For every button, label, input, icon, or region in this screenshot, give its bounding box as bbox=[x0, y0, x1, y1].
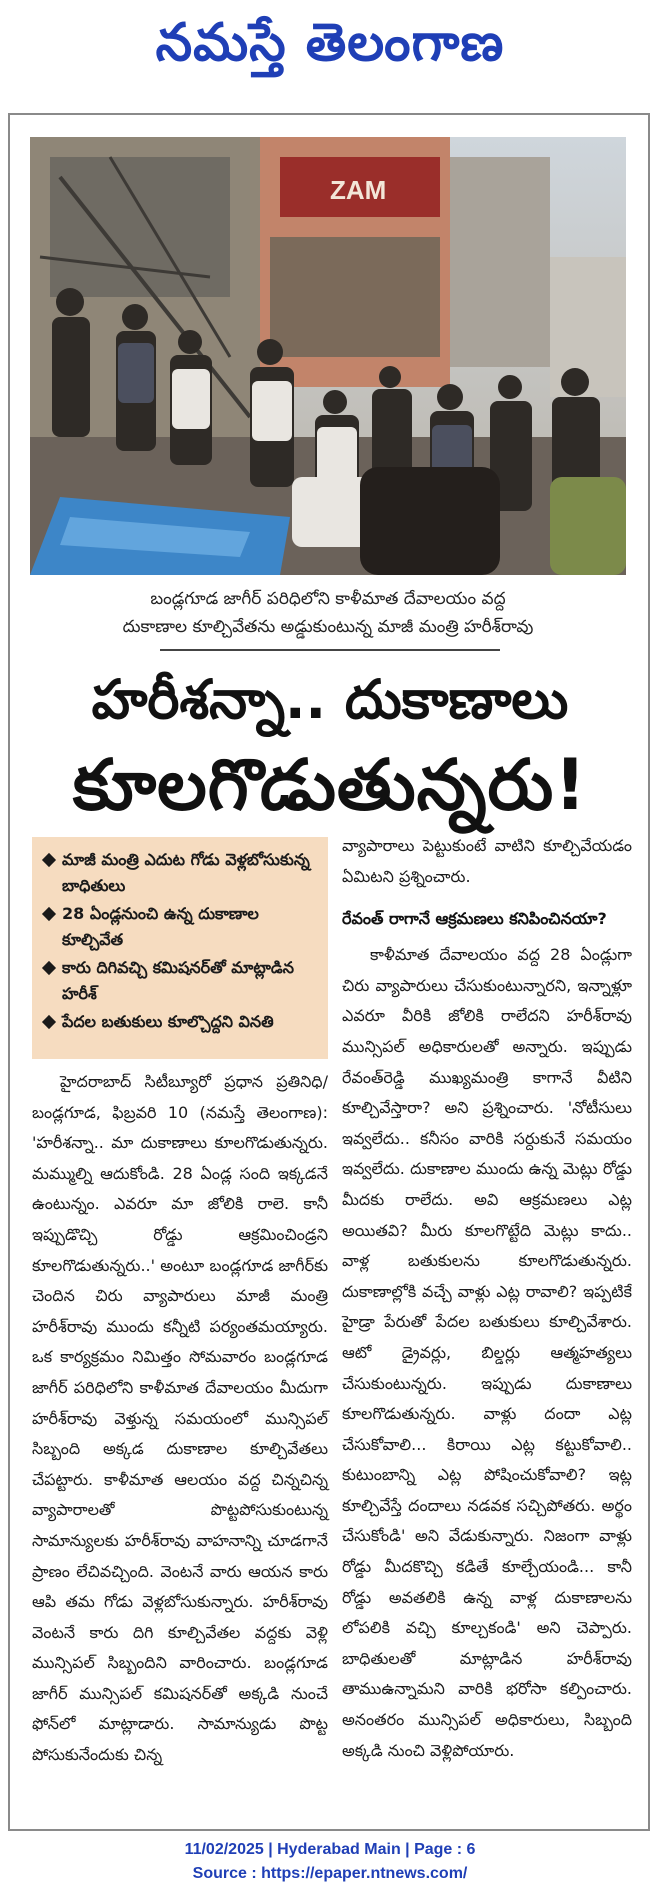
headline-line-2: కూలగొడుతున్నరు! bbox=[72, 744, 588, 826]
caption-line-1: బండ్లగూడ జాగీర్ పరిధిలోని కాళీమాత దేవాలయం వద్ద bbox=[150, 589, 506, 609]
diamond-bullet-icon bbox=[42, 1015, 56, 1029]
diamond-bullet-icon bbox=[42, 907, 56, 921]
masthead bbox=[0, 0, 660, 98]
body-paragraph: కాళీమాత దేవాలయం వద్ద 28 ఏండ్లుగా చిరు వ్యాపారులు చేసుకుంటున్నారని, ఇన్నాళ్లూ ఎవరూ వీరికి జోలికి రాలేదని హరీశ్‌రావు మున్సిపల్ అధికారులతో అన్నారు. ఇప్పుడు రేవంత్‌రెడ్డి ముఖ్యమంత్రి కాగానే వీటిని కూల్చివేస్తారా? అని ప్రశ్నించారు. 'నోటీసులు ఇవ్వలేదు.. కనీసం వారికి సర్దుకునే సమయం ఇవ్వలేదు. దుకాణాల ముందు ఉన్న మెట్లు రోడ్డు మీదకు రాలేదు. అవి ఆక్రమణలు ఎట్ల అయితవి? మీరు కూలగొట్టేది మెట్లు కాదు.. వాళ్ల బతుకులను కూలగొడుతున్నరు. దుకాణాల్లోకి వచ్చే వాళ్లు ఎట్ల రావాలి? ఇప్పటికే హైడ్రా పేరుతో పేదల బతుకులు కూల్చివేశారు. ఆటో డ్రైవర్లు, బిల్డర్లు ఆత్మహత్యలు చేసుకుంటున్నరు. ఇప్పుడు దుకాణాలు కూలగొడుతున్నరు. వాళ్లు దందా ఎట్ల చేసుకోవాలి... కిరాయి ఎట్ల కట్టుకోవాలి.. కుటుంబాన్ని ఎట్ల పోషించుకోవాలి? ఇట్ల కూల్చివేస్తే దందాలు నడవక సచ్చిపోతరు. అర్థం చేసుకోండి' అని వేడుకున్నారు. నిజంగా వాళ్లు రోడ్డు మీదకొచ్చి కడితే కూల్చేయండి... కానీ రోడ్డు అవతలికి ఉన్న వాళ్ల దుకాణాలను లోపలికి వచ్చి కూల్చకండి' అని చెప్పారు. బాధితులతో మాట్లాడిన హరీశ్‌రావు తాముఉన్నామని వారికి భరోసా కల్పించారు. అనంతరం మున్సిపల్ అధికారులు, సిబ్బంది అక్కడి నుంచి వెళ్లిపోయారు. bbox=[342, 945, 632, 1760]
headline bbox=[24, 663, 636, 833]
highlights-box bbox=[32, 837, 328, 1059]
diamond-bullet-icon bbox=[42, 961, 56, 975]
article-frame bbox=[8, 113, 650, 1831]
highlight-item: పేదల బతుకులు కూల్చొద్దని వినతి bbox=[40, 1009, 320, 1035]
highlight-item: 28 ఏండ్లనుంచి ఉన్న దుకాణాల కూల్చివేత bbox=[40, 901, 320, 953]
body-paragraph: వ్యాపారాలు పెట్టుకుంటే వాటిని కూల్చివేయడం ఏమిటని ప్రశ్నించారు. bbox=[342, 836, 632, 886]
page-footer bbox=[0, 1838, 660, 1886]
body-column-right bbox=[342, 831, 632, 1766]
headline-line-1: హరీశన్నా.. దుకాణాలు bbox=[91, 668, 569, 731]
body-column-left bbox=[32, 1067, 328, 1771]
caption-line-2: దుకాణాల కూల్చివేతను అడ్డుకుంటున్న మాజీ మంత్రి హరీశ్‌రావు bbox=[122, 617, 534, 637]
source-link[interactable]: Source : https://epaper.ntnews.com/ bbox=[192, 1865, 468, 1882]
subheading: రేవంత్ రాగానే ఆక్రమణలు కనిపించినయా? bbox=[342, 909, 607, 929]
highlight-item: మాజీ మంత్రి ఎదుట గోడు వెళ్లబోసుకున్న బాధితులు bbox=[40, 847, 320, 899]
newspaper-logo: నమస్తే తెలంగాణ bbox=[155, 12, 505, 73]
caption-divider bbox=[160, 649, 500, 651]
shop-sign: ZAM bbox=[330, 175, 387, 205]
photo-caption bbox=[30, 577, 626, 649]
diamond-bullet-icon bbox=[42, 853, 56, 867]
highlight-item: కారు దిగివచ్చి కమిషనర్‌తో మాట్లాడిన హరీశ్ bbox=[40, 955, 320, 1007]
edition-info: 11/02/2025 | Hyderabad Main | Page : 6 bbox=[184, 1841, 476, 1858]
body-paragraph: హైదరాబాద్ సిటీబ్యూరో ప్రధాన ప్రతినిధి/బండ్లగూడ, ఫిబ్రవరి 10 (నమస్తే తెలంగాణ): 'హరీశన్నా.. మా దుకాణాలు కూలగొడుతున్నరు. మమ్ముల్ని ఆదుకోండి. 28 ఏండ్ల సంది ఇక్కడనే ఉంటున్నం. ఎవరూ మా జోలికి రాలె. కానీ ఇప్పుడొచ్చి రోడ్డు ఆక్రమించిండ్రని కూలగొడుతున్నరు..' అంటూ బండ్లగూడ జాగీర్‌కు చెందిన చిరు వ్యాపారులు మాజీ మంత్రి హరీశ్‌రావు ముందు కన్నీటి పర్యంతమయ్యారు. ఒక కార్యక్రమం నిమిత్తం సోమవారం బండ్లగూడ జాగీర్ పరిధిలోని కాళీమాత దేవాలయం మీదుగా హరీశ్‌రావు వెళ్తున్న సమయంలో మున్సిపల్ సిబ్బంది అక్కడ దుకాణాల కూల్చివేతలు చేపట్టారు. కాళీమాత ఆలయం వద్ద చిన్నచిన్న వ్యాపారాలతో పొట్టపోసుకుంటున్న సామాన్యులకు హరీశ్‌రావు వాహనాన్ని చూడగానే ప్రాణం లేచివచ్చింది. వెంటనే వారు ఆయన కారు ఆపి తమ గోడు వెళ్లబోసుకున్నారు. హరీశ్‌రావు వెంటనే కారు దిగి కూల్చివేతల వద్దకు వెళ్లి మున్సిపల్ సిబ్బందిని వారించారు. బండ్లగూడ జాగీర్ మున్సిపల్ కమిషనర్‌తో అక్కడి నుంచే ఫోన్‌లో మాట్లాడారు. సామాన్యుడు పొట్ట పోసుకునేందుకు చిన్న bbox=[32, 1072, 328, 1765]
demolition-protest-photo bbox=[30, 137, 626, 575]
